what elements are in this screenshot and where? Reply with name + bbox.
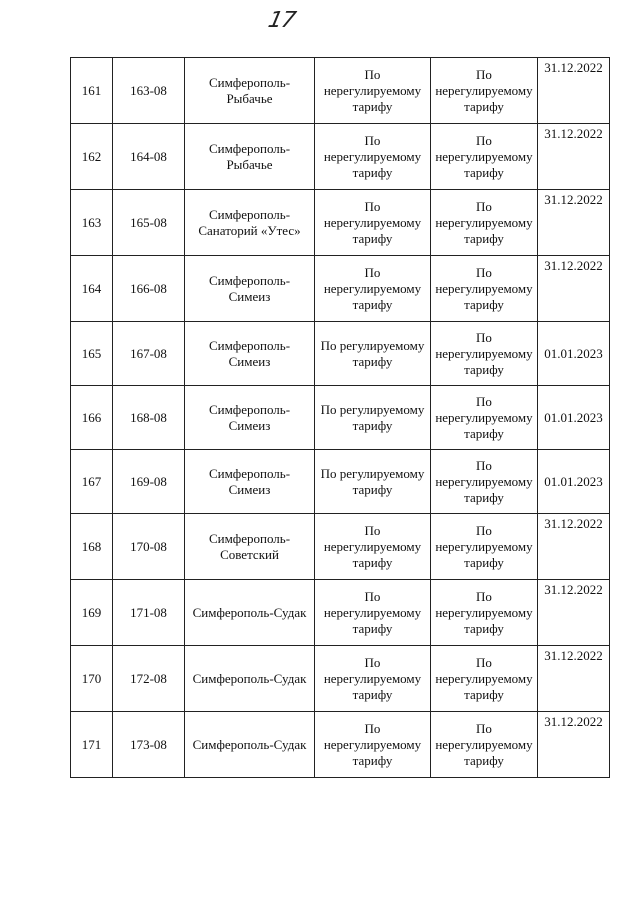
row-number-cell: 167 xyxy=(71,450,113,514)
route-name-cell: Симферополь-Судак xyxy=(185,580,315,646)
tariff-type-2-cell: По нерегулируемому тарифу xyxy=(431,322,538,386)
tariff-type-cell: По регулируемому тарифу xyxy=(315,386,431,450)
route-code-cell: 170-08 xyxy=(113,514,185,580)
row-number-cell: 166 xyxy=(71,386,113,450)
date-cell: 31.12.2022 xyxy=(538,190,610,256)
table-row xyxy=(71,190,610,256)
date-cell: 31.12.2022 xyxy=(538,646,610,712)
route-name-cell: Симферополь- Рыбачье xyxy=(185,58,315,124)
date-cell: 01.01.2023 xyxy=(538,450,610,514)
tariff-type-2-cell: По нерегулируемому тарифу xyxy=(431,646,538,712)
route-code-cell: 169-08 xyxy=(113,450,185,514)
route-name-cell: Симферополь-Судак xyxy=(185,712,315,778)
row-number-cell: 161 xyxy=(71,58,113,124)
tariff-type-cell: По нерегулируемому тарифу xyxy=(315,190,431,256)
tariff-type-2-cell: По нерегулируемому тарифу xyxy=(431,124,538,190)
table-row xyxy=(71,124,610,190)
table-row xyxy=(71,646,610,712)
date-cell: 01.01.2023 xyxy=(538,322,610,386)
tariff-type-cell: По нерегулируемому тарифу xyxy=(315,58,431,124)
row-number-cell: 162 xyxy=(71,124,113,190)
table-row xyxy=(71,256,610,322)
route-code-cell: 172-08 xyxy=(113,646,185,712)
row-number-cell: 168 xyxy=(71,514,113,580)
route-code-cell: 167-08 xyxy=(113,322,185,386)
route-name-cell: Симферополь- Симеиз xyxy=(185,322,315,386)
route-name-cell: Симферополь- Советский xyxy=(185,514,315,580)
tariff-type-cell: По нерегулируемому тарифу xyxy=(315,580,431,646)
tariff-type-2-cell: По нерегулируемому тарифу xyxy=(431,190,538,256)
tariff-type-2-cell: По нерегулируемому тарифу xyxy=(431,514,538,580)
row-number-cell: 170 xyxy=(71,646,113,712)
route-name-cell: Симферополь- Симеиз xyxy=(185,386,315,450)
row-number-cell: 164 xyxy=(71,256,113,322)
tariff-type-2-cell: По нерегулируемому тарифу xyxy=(431,580,538,646)
date-cell: 31.12.2022 xyxy=(538,124,610,190)
tariff-type-cell: По регулируемому тарифу xyxy=(315,322,431,386)
route-code-cell: 165-08 xyxy=(113,190,185,256)
route-name-cell: Симферополь- Рыбачье xyxy=(185,124,315,190)
table-row xyxy=(71,386,610,450)
tariff-type-2-cell: По нерегулируемому тарифу xyxy=(431,386,538,450)
tariff-type-cell: По нерегулируемому тарифу xyxy=(315,256,431,322)
route-code-cell: 163-08 xyxy=(113,58,185,124)
table-row xyxy=(71,712,610,778)
tariff-type-2-cell: По нерегулируемому тарифу xyxy=(431,256,538,322)
date-cell: 31.12.2022 xyxy=(538,712,610,778)
row-number-cell: 169 xyxy=(71,580,113,646)
route-name-cell: Симферополь-Судак xyxy=(185,646,315,712)
date-cell: 31.12.2022 xyxy=(538,514,610,580)
date-cell: 31.12.2022 xyxy=(538,580,610,646)
route-code-cell: 166-08 xyxy=(113,256,185,322)
tariff-type-cell: По нерегулируемому тарифу xyxy=(315,646,431,712)
handwritten-page-number: 17 xyxy=(265,8,298,33)
routes-table-body xyxy=(71,58,610,778)
route-name-cell: Симферополь- Санаторий «Утес» xyxy=(185,190,315,256)
routes-table xyxy=(70,57,610,778)
date-cell: 31.12.2022 xyxy=(538,58,610,124)
row-number-cell: 165 xyxy=(71,322,113,386)
row-number-cell: 171 xyxy=(71,712,113,778)
tariff-type-2-cell: По нерегулируемому тарифу xyxy=(431,58,538,124)
table-row xyxy=(71,514,610,580)
route-name-cell: Симферополь- Симеиз xyxy=(185,450,315,514)
tariff-type-2-cell: По нерегулируемому тарифу xyxy=(431,450,538,514)
date-cell: 01.01.2023 xyxy=(538,386,610,450)
tariff-type-2-cell: По нерегулируемому тарифу xyxy=(431,712,538,778)
route-name-cell: Симферополь- Симеиз xyxy=(185,256,315,322)
table-row xyxy=(71,58,610,124)
table-row xyxy=(71,580,610,646)
tariff-type-cell: По нерегулируемому тарифу xyxy=(315,514,431,580)
tariff-type-cell: По нерегулируемому тарифу xyxy=(315,124,431,190)
route-code-cell: 164-08 xyxy=(113,124,185,190)
route-code-cell: 171-08 xyxy=(113,580,185,646)
table-row xyxy=(71,450,610,514)
tariff-type-cell: По нерегулируемому тарифу xyxy=(315,712,431,778)
tariff-type-cell: По регулируемому тарифу xyxy=(315,450,431,514)
table-row xyxy=(71,322,610,386)
row-number-cell: 163 xyxy=(71,190,113,256)
route-code-cell: 168-08 xyxy=(113,386,185,450)
route-code-cell: 173-08 xyxy=(113,712,185,778)
date-cell: 31.12.2022 xyxy=(538,256,610,322)
